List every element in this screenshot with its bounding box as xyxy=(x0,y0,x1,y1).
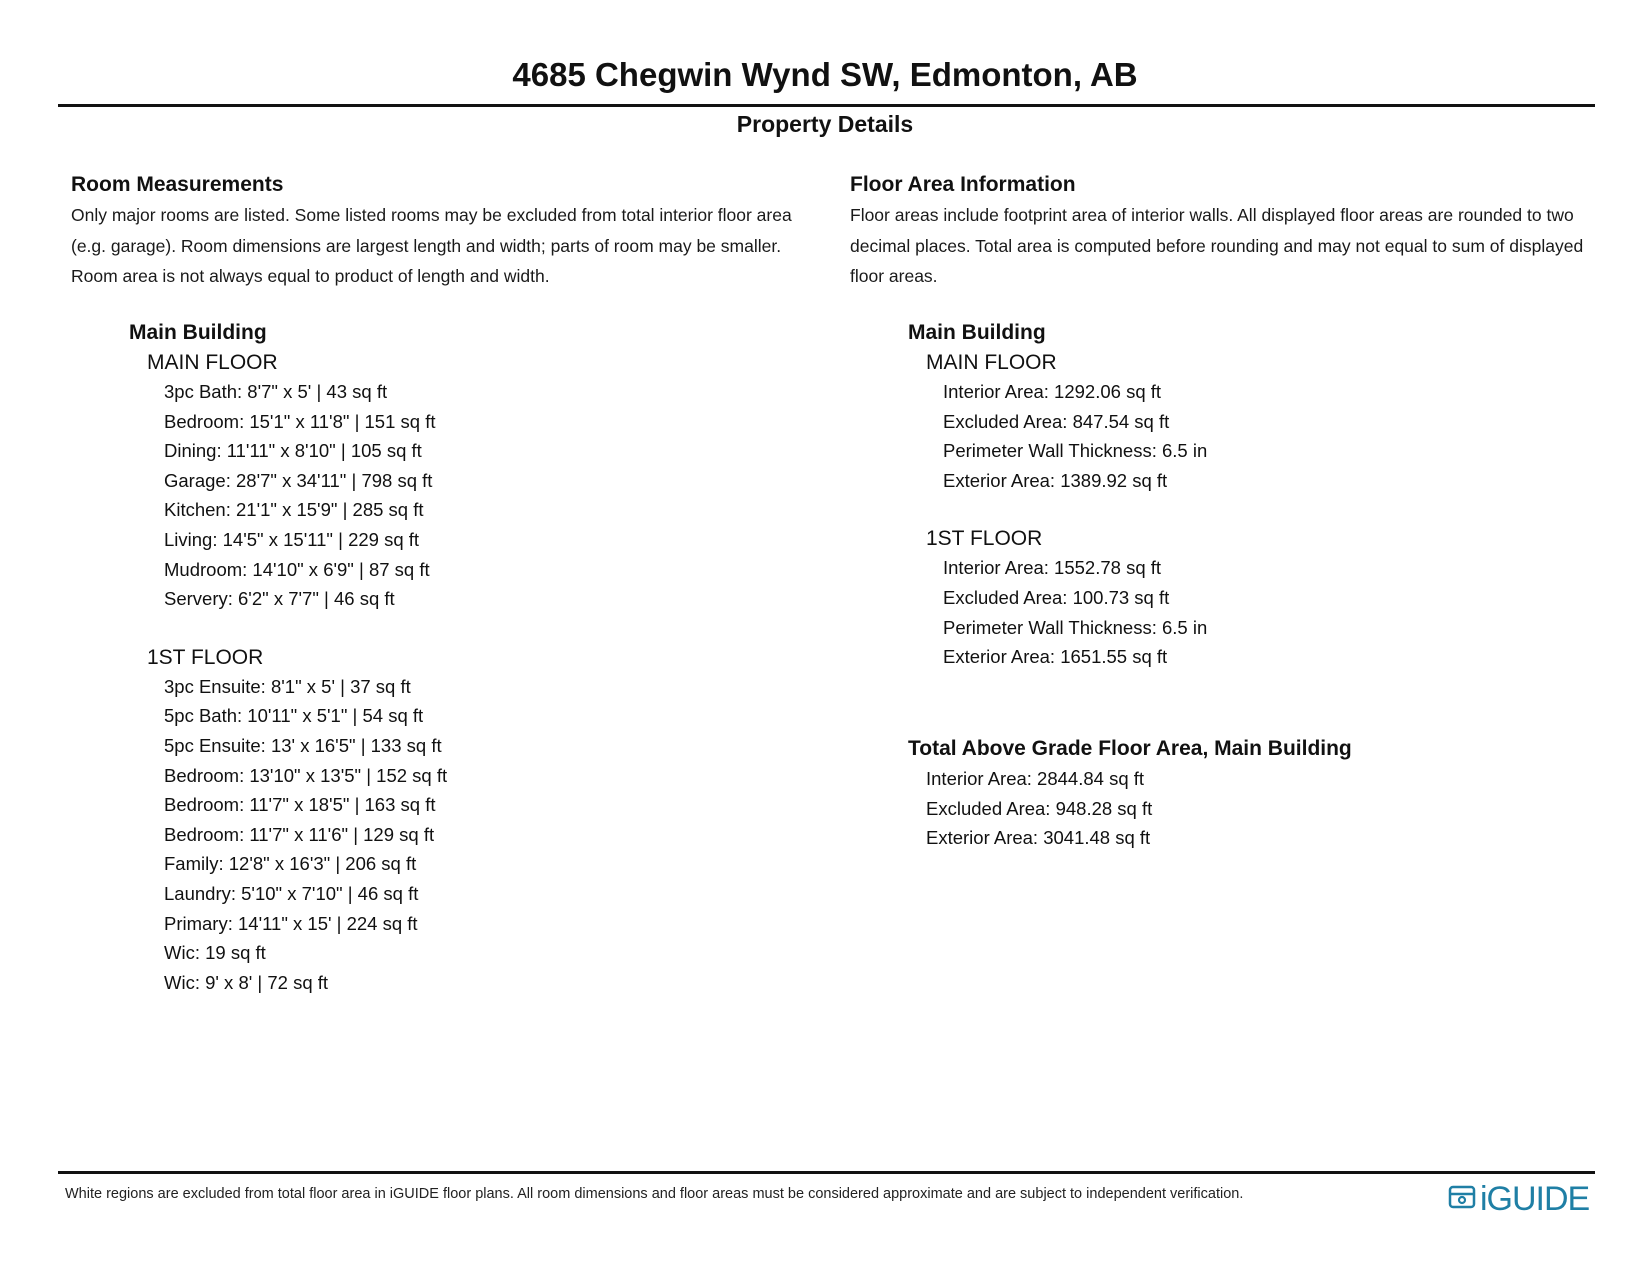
total-item: Interior Area: 2844.84 sq ft xyxy=(926,768,1145,789)
room-item: Mudroom: 14'10" x 6'9" | 87 sq ft xyxy=(164,558,430,580)
floor-name: 1ST FLOOR xyxy=(926,527,1043,551)
spacer xyxy=(908,495,1207,524)
area-item: Perimeter Wall Thickness: 6.5 in xyxy=(943,616,1208,638)
room-item: Laundry: 5'10" x 7'10" | 46 sq ft xyxy=(164,882,419,904)
room-item: Wic: 9' x 8' | 72 sq ft xyxy=(164,971,329,993)
spacer xyxy=(129,614,447,643)
room-item: 5pc Bath: 10'11" x 5'1" | 54 sq ft xyxy=(164,705,424,727)
floor-name: 1ST FLOOR xyxy=(147,645,264,669)
total-item: Exterior Area: 3041.48 sq ft xyxy=(926,827,1151,849)
area-building-heading: Main Building xyxy=(908,321,1046,344)
room-measurements-heading: Room Measurements xyxy=(71,173,284,196)
total-item: Excluded Area: 948.28 sq ft xyxy=(926,797,1153,819)
floor-area-heading: Floor Area Information xyxy=(850,173,1076,196)
header-divider xyxy=(58,104,1595,107)
room-item: Bedroom: 13'10" x 13'5" | 152 sq ft xyxy=(164,764,448,786)
room-item: 3pc Bath: 8'7" x 5' | 43 sq ft xyxy=(164,381,388,402)
room-item: Family: 12'8" x 16'3" | 206 sq ft xyxy=(164,853,417,875)
iguide-logo-icon xyxy=(1448,1184,1476,1215)
area-item: Excluded Area: 847.54 sq ft xyxy=(943,410,1170,432)
total-area-list xyxy=(908,764,1152,853)
floor-name: MAIN FLOOR xyxy=(926,351,1057,374)
area-item: Excluded Area: 100.73 sq ft xyxy=(943,586,1170,608)
total-area-heading: Total Above Grade Floor Area, Main Building xyxy=(908,737,1352,760)
room-item: Servery: 6'2" x 7'7" | 46 sq ft xyxy=(164,588,395,610)
area-item: Exterior Area: 1651.55 sq ft xyxy=(943,646,1168,668)
floor-area-description: Floor areas include footprint area of interior walls. All displayed floor areas are rounded to two decimal places. Total area is computed before rounding and may not equal to sum of displayed floor areas. xyxy=(850,205,1584,286)
floor-name: MAIN FLOOR xyxy=(147,351,278,374)
footer-divider xyxy=(58,1171,1595,1174)
room-item: Primary: 14'11" x 15' | 224 sq ft xyxy=(164,912,418,934)
page-title: 4685 Chegwin Wynd SW, Edmonton, AB xyxy=(512,56,1138,93)
room-floor-list xyxy=(129,348,447,997)
room-item: 5pc Ensuite: 13' x 16'5" | 133 sq ft xyxy=(164,734,442,756)
room-item: Dining: 11'11" x 8'10" | 105 sq ft xyxy=(164,440,422,462)
room-item: Kitchen: 21'1" x 15'9" | 285 sq ft xyxy=(164,499,424,521)
room-item: Living: 14'5" x 15'11" | 229 sq ft xyxy=(164,528,420,550)
page-subtitle: Property Details xyxy=(736,111,914,137)
area-item: Interior Area: 1552.78 sq ft xyxy=(943,557,1162,579)
area-floor-list xyxy=(908,348,1207,672)
room-item: Bedroom: 15'1" x 11'8" | 151 sq ft xyxy=(164,410,436,432)
area-item: Exterior Area: 1389.92 sq ft xyxy=(943,469,1168,491)
iguide-logo xyxy=(1448,1180,1589,1219)
room-item: Bedroom: 11'7" x 11'6" | 129 sq ft xyxy=(164,823,435,845)
iguide-logo-text: iGUIDE xyxy=(1480,1180,1590,1218)
room-item: Wic: 19 sq ft xyxy=(164,942,266,964)
room-measurements-description: Only major rooms are listed. Some listed rooms may be excluded from total interior floor area (e.g. garage). Room dimensions are largest length and width; parts of room may be smaller. Room area is not always equal to product of length and width. xyxy=(71,205,792,286)
room-building-heading: Main Building xyxy=(129,321,267,344)
footer-note: White regions are excluded from total floor area in iGUIDE floor plans. All room dimensions and floor areas must be considered approximate and are subject to independent verification. xyxy=(65,1186,1244,1202)
area-item: Perimeter Wall Thickness: 6.5 in xyxy=(943,440,1208,462)
room-item: Garage: 28'7" x 34'11" | 798 sq ft xyxy=(164,469,433,491)
floor-area-section xyxy=(850,170,1610,849)
room-item: 3pc Ensuite: 8'1" x 5' | 37 sq ft xyxy=(164,675,411,697)
room-measurements-section xyxy=(71,170,811,993)
room-item: Bedroom: 11'7" x 18'5" | 163 sq ft xyxy=(164,794,436,816)
area-item: Interior Area: 1292.06 sq ft xyxy=(943,381,1162,402)
